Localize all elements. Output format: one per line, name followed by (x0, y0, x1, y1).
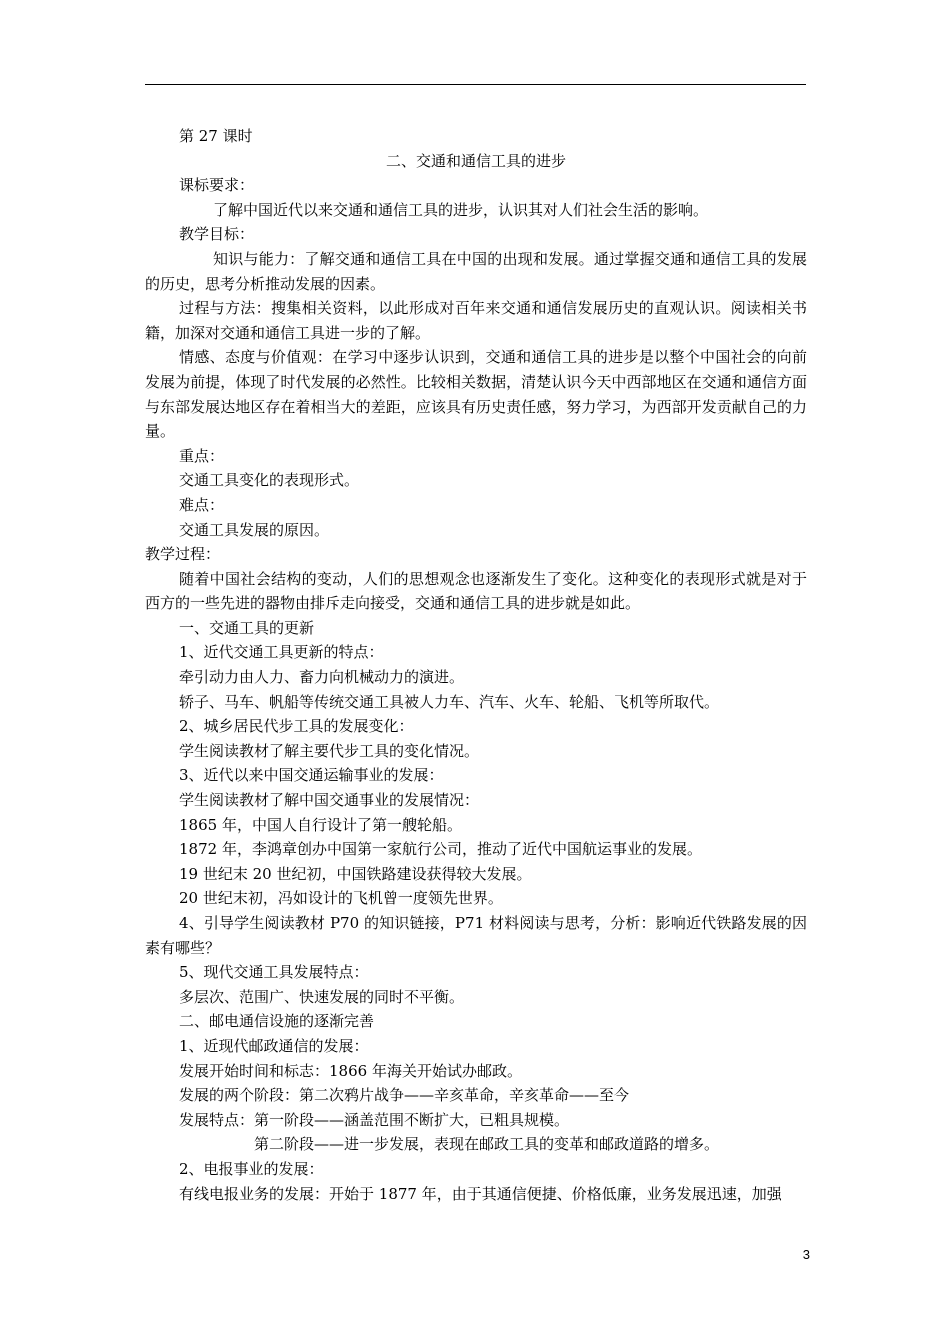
document-body (145, 124, 807, 1206)
text-line: 学生阅读教材了解中国交通事业的发展情况： (179, 791, 480, 810)
text-line: 1872 年，李鸿章创办中国第一家航行公司，推动了近代中国航运事业的发展。 (179, 840, 702, 859)
text-line: 重点： (179, 446, 225, 465)
text-line: 5、现代交通工具发展特点： (179, 963, 369, 982)
section-title: 二、交通和通信工具的进步 (385, 151, 566, 170)
text-line: 一、交通工具的更新 (179, 618, 315, 637)
text-line: 二、邮电通信设施的逐渐完善 (179, 1012, 375, 1031)
text-line: 1、近现代邮政通信的发展： (179, 1036, 369, 1055)
text-line: 情感、态度与价值观：在学习中逐步认识到，交通和通信工具的进步是以整个中国社会的向前发展为前提，体现了时代发展的必然性。比较相关数据，清楚认识今天中西部地区在交通和通信方面与东部发展达地区存在着相当大的差距，应该具有历史责任感，努力学习，为西部开发贡献自己的力量。 (145, 348, 807, 441)
text-line: 1865 年，中国人自行设计了第一艘轮船。 (179, 815, 462, 834)
text-line: 交通工具变化的表现形式。 (179, 471, 360, 490)
text-line: 轿子、马车、帆船等传统交通工具被人力车、汽车、火车、轮船、飞机等所取代。 (179, 692, 720, 711)
text-line: 第二阶段——进一步发展，表现在邮政工具的变革和邮政道路的增多。 (179, 1135, 720, 1154)
page-number: 3 (802, 1247, 810, 1262)
text-line: 过程与方法：搜集相关资料，以此形成对百年来交通和通信发展历史的直观认识。阅读相关书籍，加深对交通和通信工具进一步的了解。 (145, 299, 807, 342)
text-line: 交通工具发展的原因。 (179, 520, 330, 539)
text-line: 多层次、范围广、快速发展的同时不平衡。 (179, 987, 465, 1006)
text-line: 发展的两个阶段：第二次鸦片战争——辛亥革命，辛亥革命——至今 (179, 1086, 630, 1105)
text-line: 牵引动力由人力、畜力向机械动力的演进。 (179, 668, 465, 687)
text-line: 2、城乡居民代步工具的发展变化： (179, 717, 414, 736)
text-line: 20 世纪末初，冯如设计的飞机曾一度领先世界。 (179, 889, 503, 908)
text-line: 2、电报事业的发展： (179, 1159, 324, 1178)
text-line: 随着中国社会结构的变动，人们的思想观念也逐渐发生了变化。这种变化的表现形式就是对于西方的一些先进的器物由排斥走向接受，交通和通信工具的进步就是如此。 (145, 569, 807, 613)
text-line: 1、近代交通工具更新的特点： (179, 643, 384, 662)
text-line: 3、近代以来中国交通运输事业的发展： (179, 766, 444, 785)
text-line: 教学过程： (145, 545, 221, 564)
text-line: 有线电报业务的发展：开始于 1877 年，由于其通信便捷、价格低廉，业务发展迅速，加强 (179, 1184, 782, 1203)
text-line: 发展开始时间和标志：1866 年海关开始试办邮政。 (179, 1061, 522, 1080)
header-rule (145, 84, 806, 85)
text-line: 4、引导学生阅读教材 P70 的知识链接，P71 材料阅读与思考，分析：影响近代铁路发展的因素有哪些？ (145, 914, 807, 957)
text-line: 课标要求： (179, 176, 255, 195)
text-line: 学生阅读教材了解主要代步工具的变化情况。 (179, 741, 480, 760)
text-line: 发展特点：第一阶段——涵盖范围不断扩大，已粗具规模。 (179, 1110, 570, 1129)
text-line: 了解中国近代以来交通和通信工具的进步，认识其对人们社会生活的影响。 (213, 200, 709, 219)
text-line: 19 世纪末 20 世纪初，中国铁路建设获得较大发展。 (179, 864, 532, 883)
text-line: 知识与能力：了解交通和通信工具在中国的出现和发展。通过掌握交通和通信工具的发展的历史，思考分析推动发展的因素。 (145, 249, 807, 293)
text-line: 难点： (179, 495, 225, 514)
text-line: 教学目标： (179, 225, 255, 244)
text-line: 第 27 课时 (179, 127, 253, 145)
